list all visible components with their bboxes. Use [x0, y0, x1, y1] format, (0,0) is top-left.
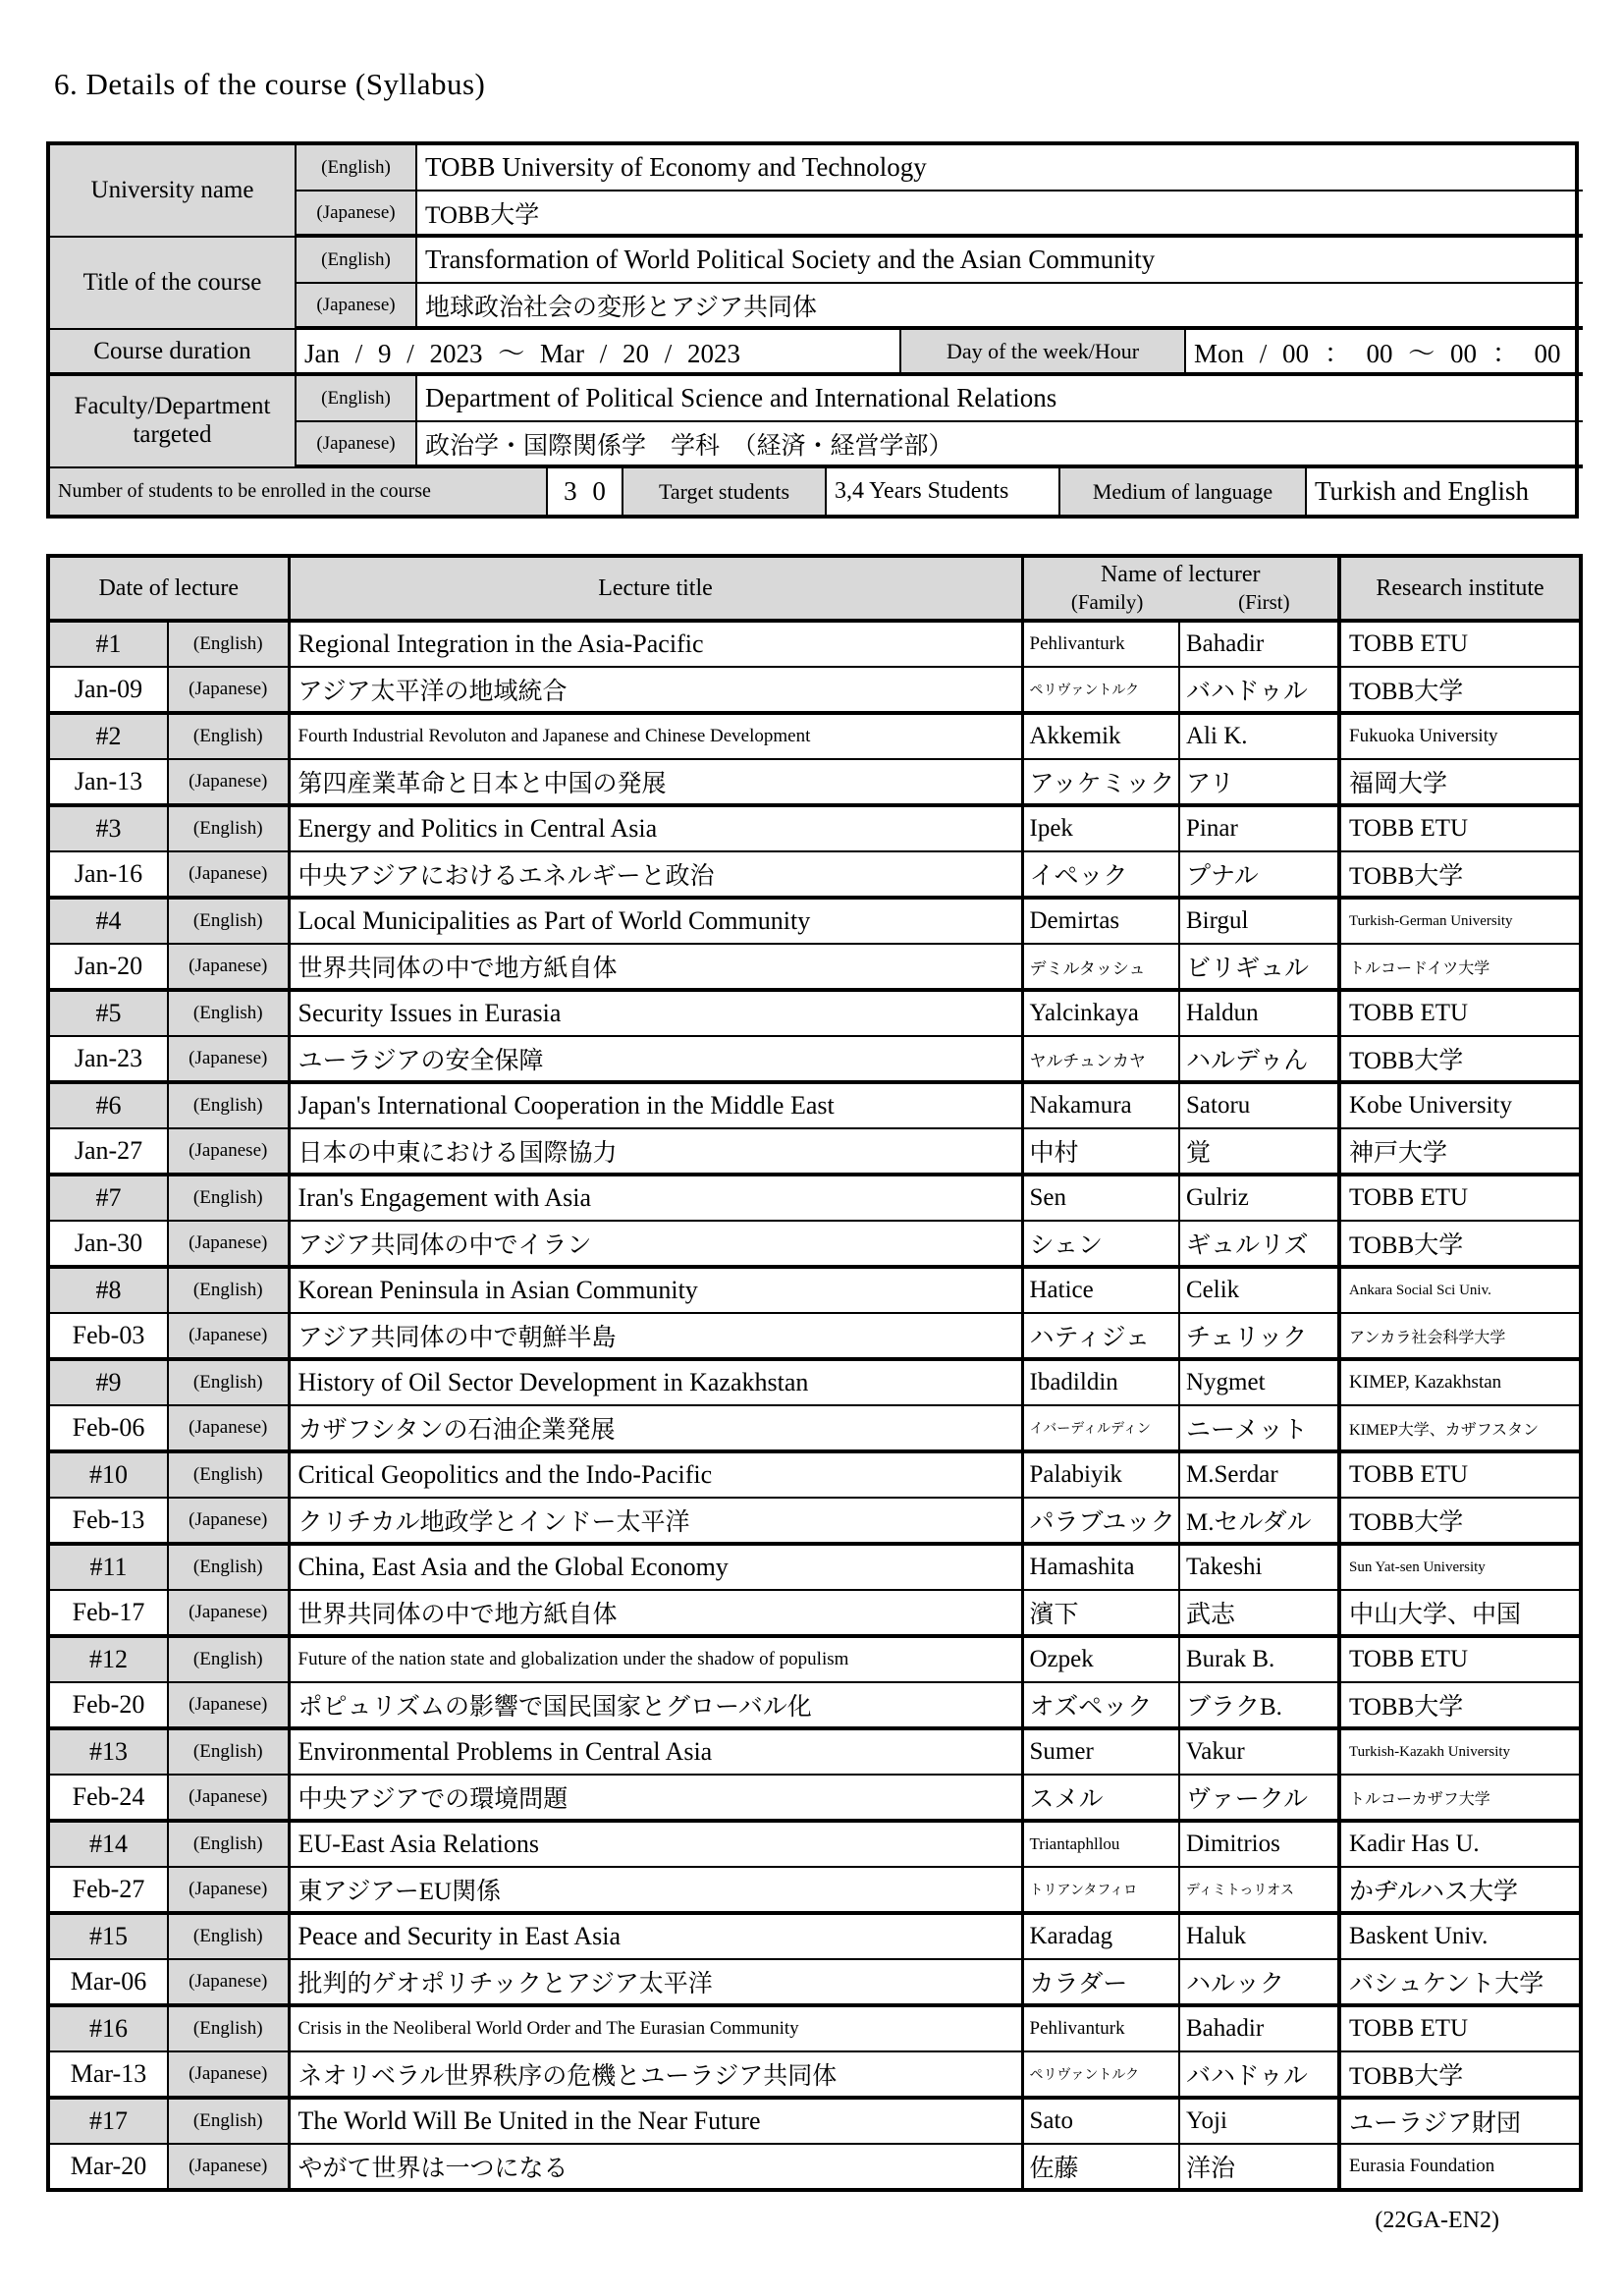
lecture-title-english: Energy and Politics in Central Asia — [289, 805, 1022, 851]
enrolled-students-value: 3 0 — [548, 468, 623, 515]
lecture-row-english — [48, 621, 1581, 667]
university-name-label: University name — [50, 145, 297, 238]
lecture-row-japanese — [48, 1128, 1581, 1175]
research-institute-japanese: TOBB大学 — [1339, 2051, 1581, 2098]
lecturer-first-name-english: Bahadir — [1179, 621, 1339, 667]
lecture-title-english: Future of the nation state and globalization under the shadow of populism — [289, 1636, 1022, 1682]
course-title-english-label: (English) — [297, 238, 417, 284]
language-label-english: (English) — [168, 713, 289, 759]
lecture-title-english: Local Municipalities as Part of World Community — [289, 898, 1022, 944]
lecture-row-english — [48, 1636, 1581, 1682]
research-institute-english: ユーラジア財団 — [1339, 2098, 1581, 2144]
lecturer-first-name-english: Birgul — [1179, 898, 1339, 944]
family-name-header: (Family) — [1070, 590, 1144, 614]
lecture-title-japanese: カザフシタンの石油企業発展 — [289, 1405, 1022, 1451]
lecture-number: #13 — [48, 1728, 168, 1775]
lecturer-family-name-japanese: 濱下 — [1022, 1590, 1179, 1636]
lecturer-first-name-japanese: ハルデゥん — [1179, 1036, 1339, 1082]
language-label-english: (English) — [168, 1359, 289, 1405]
lecture-table-header-row — [48, 556, 1581, 621]
lecture-date: Feb-20 — [48, 1682, 168, 1728]
lecture-number: #15 — [48, 1913, 168, 1959]
lecturer-first-name-japanese: M.セルダル — [1179, 1498, 1339, 1544]
language-label-english: (English) — [168, 1636, 289, 1682]
research-institute-english: TOBB ETU — [1339, 990, 1581, 1036]
lecture-row-japanese — [48, 1959, 1581, 2005]
lecture-title-japanese: アジア共同体の中でイラン — [289, 1221, 1022, 1267]
research-institute-japanese: 福岡大学 — [1339, 759, 1581, 805]
lecturer-family-name-english: Palabiyik — [1022, 1451, 1179, 1498]
medium-of-language-value: Turkish and English — [1315, 476, 1530, 506]
lecturer-family-name-english: Sen — [1022, 1175, 1179, 1221]
lecture-row-english — [48, 2098, 1581, 2144]
research-institute-japanese: TOBB大学 — [1339, 1682, 1581, 1728]
lecturer-family-name-japanese: カラダー — [1022, 1959, 1179, 2005]
lecture-number: #14 — [48, 1821, 168, 1867]
lecturer-family-name-english: Hatice — [1022, 1267, 1179, 1313]
research-institute-english: Sun Yat-sen University — [1339, 1544, 1581, 1590]
language-label-japanese: (Japanese) — [168, 1036, 289, 1082]
lecture-row-english — [48, 1821, 1581, 1867]
language-label-japanese: (Japanese) — [168, 667, 289, 713]
research-institute-japanese: トルコーカザフ大学 — [1339, 1775, 1581, 1821]
research-institute-english: Turkish-German University — [1339, 898, 1581, 944]
research-institute-english: Baskent Univ. — [1339, 1913, 1581, 1959]
lecture-number: #16 — [48, 2005, 168, 2051]
lecturer-first-name-japanese: ディミトっリオス — [1179, 1867, 1339, 1913]
lecturer-family-name-english: Ibadildin — [1022, 1359, 1179, 1405]
lecture-row-english — [48, 1359, 1581, 1405]
lecturer-first-name-english: Pinar — [1179, 805, 1339, 851]
lecturer-first-name-english: Bahadir — [1179, 2005, 1339, 2051]
lecturer-first-name-japanese: ビリギュル — [1179, 944, 1339, 990]
lecture-number: #3 — [48, 805, 168, 851]
lecture-row-japanese — [48, 2144, 1581, 2190]
lecture-title-japanese: クリチカル地政学とインドー太平洋 — [289, 1498, 1022, 1544]
lecture-date: Jan-27 — [48, 1128, 168, 1175]
lecture-title-japanese: 東アジアーEU関係 — [289, 1867, 1022, 1913]
lecture-row-english — [48, 1082, 1581, 1128]
lecturer-family-name-japanese: イペック — [1022, 851, 1179, 898]
language-label-english: (English) — [168, 2005, 289, 2051]
lecture-number: #1 — [48, 621, 168, 667]
lecture-row-english — [48, 898, 1581, 944]
lecturer-first-name-japanese: ハルック — [1179, 1959, 1339, 2005]
research-institute-japanese: KIMEP大学、カザフスタン — [1339, 1405, 1581, 1451]
lecture-row-english — [48, 1544, 1581, 1590]
lecture-row-japanese — [48, 1221, 1581, 1267]
research-institute-japanese: アンカラ社会科学大学 — [1339, 1313, 1581, 1359]
lecturer-first-name-english: Satoru — [1179, 1082, 1339, 1128]
lecturer-family-name-japanese: デミルタッシュ — [1022, 944, 1179, 990]
lecturer-family-name-english: Pehlivanturk — [1022, 2005, 1179, 2051]
lecture-number: #6 — [48, 1082, 168, 1128]
language-label-english: (English) — [168, 1544, 289, 1590]
language-label-english: (English) — [168, 898, 289, 944]
lecture-row-japanese — [48, 667, 1581, 713]
lecturer-family-name-english: Ipek — [1022, 805, 1179, 851]
lecture-row-english — [48, 805, 1581, 851]
lecturer-family-name-japanese: ペリヴァントルク — [1022, 2051, 1179, 2098]
lecturer-family-name-english: Nakamura — [1022, 1082, 1179, 1128]
research-institute-english: Kobe University — [1339, 1082, 1581, 1128]
lecture-title-japanese: 世界共同体の中で地方紙自体 — [289, 1590, 1022, 1636]
university-japanese-label: (Japanese) — [297, 191, 417, 238]
research-institute-japanese: バシュケント大学 — [1339, 1959, 1581, 2005]
lecture-title-english: Security Issues in Eurasia — [289, 990, 1022, 1036]
lecture-date: Jan-09 — [48, 667, 168, 713]
research-institute-english: TOBB ETU — [1339, 1175, 1581, 1221]
lecture-title-english: Crisis in the Neoliberal World Order and The Eurasian Community — [289, 2005, 1022, 2051]
lecture-number: #11 — [48, 1544, 168, 1590]
document-code: (22GA-EN2) — [1375, 2208, 1499, 2233]
lecture-title-english: Peace and Security in East Asia — [289, 1913, 1022, 1959]
language-label-japanese: (Japanese) — [168, 2051, 289, 2098]
research-institute-english: TOBB ETU — [1339, 1451, 1581, 1498]
lecturer-first-name-english: Haldun — [1179, 990, 1339, 1036]
lecturer-first-name-japanese: 覚 — [1179, 1128, 1339, 1175]
lecturer-family-name-english: Yalcinkaya — [1022, 990, 1179, 1036]
lecture-row-english — [48, 1267, 1581, 1313]
lecture-table-body — [48, 621, 1581, 2190]
lecturer-first-name-english: Dimitrios — [1179, 1821, 1339, 1867]
lecturer-family-name-english: Demirtas — [1022, 898, 1179, 944]
language-label-japanese: (Japanese) — [168, 759, 289, 805]
lecture-title-japanese: やがて世界は一つになる — [289, 2144, 1022, 2190]
lecturer-family-name-japanese: アッケミック — [1022, 759, 1179, 805]
faculty-english-label: (English) — [297, 376, 417, 422]
lecture-title-english: Iran's Engagement with Asia — [289, 1175, 1022, 1221]
lecture-title-english: Japan's International Cooperation in the Middle East — [289, 1082, 1022, 1128]
lecture-date: Feb-06 — [48, 1405, 168, 1451]
date-of-lecture-header: Date of lecture — [48, 556, 289, 621]
course-title-japanese: 地球政治社会の変形とアジア共同体 — [417, 284, 1583, 330]
research-institute-english: Turkish-Kazakh University — [1339, 1728, 1581, 1775]
faculty-department-label: Faculty/Department targeted — [50, 376, 297, 468]
lecture-number: #12 — [48, 1636, 168, 1682]
lecturer-family-name-english: Ozpek — [1022, 1636, 1179, 1682]
lecture-number: #5 — [48, 990, 168, 1036]
lecturer-family-name-english: Pehlivanturk — [1022, 621, 1179, 667]
lecture-number: #2 — [48, 713, 168, 759]
lecturer-family-name-japanese: シェン — [1022, 1221, 1179, 1267]
lecture-row-japanese — [48, 2051, 1581, 2098]
research-institute-english: Ankara Social Sci Univ. — [1339, 1267, 1581, 1313]
language-label-japanese: (Japanese) — [168, 2144, 289, 2190]
lecture-title-english: EU-East Asia Relations — [289, 1821, 1022, 1867]
language-label-english: (English) — [168, 2098, 289, 2144]
lecturer-family-name-english: Sato — [1022, 2098, 1179, 2144]
lecture-row-japanese — [48, 759, 1581, 805]
lecturer-first-name-japanese: ヴァークル — [1179, 1775, 1339, 1821]
lecturer-family-name-japanese: イバーディルディン — [1022, 1405, 1179, 1451]
lecture-row-english — [48, 1728, 1581, 1775]
research-institute-japanese: TOBB大学 — [1339, 1036, 1581, 1082]
language-label-japanese: (Japanese) — [168, 1867, 289, 1913]
lecturer-family-name-japanese: 中村 — [1022, 1128, 1179, 1175]
lecturer-first-name-japanese: バハドゥル — [1179, 2051, 1339, 2098]
lecturer-first-name-english: Vakur — [1179, 1728, 1339, 1775]
lecture-row-japanese — [48, 1867, 1581, 1913]
lecturer-family-name-japanese: ハティジェ — [1022, 1313, 1179, 1359]
lecture-number: #17 — [48, 2098, 168, 2144]
lecturer-family-name-japanese: 佐藤 — [1022, 2144, 1179, 2190]
day-of-week-hour-label: Day of the week/Hour — [901, 330, 1186, 376]
research-institute-japanese: 中山大学、中国 — [1339, 1590, 1581, 1636]
language-label-japanese: (Japanese) — [168, 1128, 289, 1175]
research-institute-english: Kadir Has U. — [1339, 1821, 1581, 1867]
lecture-date: Jan-20 — [48, 944, 168, 990]
lecture-row-japanese — [48, 1498, 1581, 1544]
lecture-title-japanese: アジア太平洋の地域統合 — [289, 667, 1022, 713]
lecture-date: Jan-30 — [48, 1221, 168, 1267]
faculty-japanese-label: (Japanese) — [297, 422, 417, 468]
lecture-row-japanese — [48, 851, 1581, 898]
lecturer-first-name-japanese: ギュルリズ — [1179, 1221, 1339, 1267]
day-of-week-hour-value: Mon / 00 ： 00 ～ 00 ： 00 — [1186, 330, 1583, 376]
medium-of-language-label: Medium of language — [1060, 468, 1307, 515]
language-label-english: (English) — [168, 1175, 289, 1221]
lecture-title-english: Fourth Industrial Revoluton and Japanese and Chinese Development — [289, 713, 1022, 759]
lecturer-first-name-japanese: アリ — [1179, 759, 1339, 805]
lecturer-first-name-japanese: チェリック — [1179, 1313, 1339, 1359]
lecture-title-english: Environmental Problems in Central Asia — [289, 1728, 1022, 1775]
research-institute-japanese: 神戸大学 — [1339, 1128, 1581, 1175]
language-label-english: (English) — [168, 1451, 289, 1498]
research-institute-english: TOBB ETU — [1339, 1636, 1581, 1682]
language-label-japanese: (Japanese) — [168, 1221, 289, 1267]
course-title-english: Transformation of World Political Society and the Asian Community — [417, 238, 1583, 284]
lecture-schedule-table — [46, 554, 1583, 2192]
research-institute-japanese: Eurasia Foundation — [1339, 2144, 1581, 2190]
language-label-japanese: (Japanese) — [168, 851, 289, 898]
research-institute-japanese: TOBB大学 — [1339, 1221, 1581, 1267]
lecture-row-japanese — [48, 944, 1581, 990]
lecture-row-english — [48, 2005, 1581, 2051]
target-students-label: Target students — [623, 468, 827, 515]
lecturer-first-name-english: M.Serdar — [1179, 1451, 1339, 1498]
language-label-english: (English) — [168, 1913, 289, 1959]
language-label-japanese: (Japanese) — [168, 1498, 289, 1544]
lecture-date: Feb-13 — [48, 1498, 168, 1544]
research-institute-english: Fukuoka University — [1339, 713, 1581, 759]
lecture-date: Jan-16 — [48, 851, 168, 898]
research-institute-japanese: トルコードイツ大学 — [1339, 944, 1581, 990]
lecturer-first-name-english: Ali K. — [1179, 713, 1339, 759]
lecturer-family-name-japanese: パラブユック — [1022, 1498, 1179, 1544]
university-name-english: TOBB University of Economy and Technology — [417, 145, 1583, 191]
language-label-japanese: (Japanese) — [168, 1682, 289, 1728]
lecturer-first-name-japanese: プナル — [1179, 851, 1339, 898]
lecture-date: Feb-24 — [48, 1775, 168, 1821]
lecturer-first-name-japanese: ニーメット — [1179, 1405, 1339, 1451]
research-institute-japanese: TOBB大学 — [1339, 667, 1581, 713]
lecturer-first-name-english: Gulriz — [1179, 1175, 1339, 1221]
research-institute-japanese: TOBB大学 — [1339, 851, 1581, 898]
lecturer-first-name-japanese: 武志 — [1179, 1590, 1339, 1636]
language-label-japanese: (Japanese) — [168, 1405, 289, 1451]
language-label-english: (English) — [168, 1267, 289, 1313]
lecturer-first-name-japanese: 洋治 — [1179, 2144, 1339, 2190]
course-duration-label: Course duration — [50, 330, 297, 376]
research-institute-english: KIMEP, Kazakhstan — [1339, 1359, 1581, 1405]
lecture-date: Mar-06 — [48, 1959, 168, 2005]
lecturer-first-name-english: Yoji — [1179, 2098, 1339, 2144]
language-label-japanese: (Japanese) — [168, 1590, 289, 1636]
lecturer-family-name-japanese: ヤルチュンカヤ — [1022, 1036, 1179, 1082]
lecture-row-japanese — [48, 1313, 1581, 1359]
course-duration-value: Jan / 9 / 2023 ～ Mar / 20 / 2023 — [297, 330, 901, 376]
lecturer-family-name-english: Triantaphllou — [1022, 1821, 1179, 1867]
lecture-title-english: China, East Asia and the Global Economy — [289, 1544, 1022, 1590]
lecturer-first-name-english: Nygmet — [1179, 1359, 1339, 1405]
lecture-row-english — [48, 1451, 1581, 1498]
language-label-japanese: (Japanese) — [168, 944, 289, 990]
research-institute-english: TOBB ETU — [1339, 805, 1581, 851]
lecture-title-japanese: 日本の中東における国際協力 — [289, 1128, 1022, 1175]
enrolled-students-label: Number of students to be enrolled in the course — [50, 468, 548, 515]
lecturer-first-name-english: Burak B. — [1179, 1636, 1339, 1682]
lecture-title-japanese: ネオリベラル世界秩序の危機とユーラジア共同体 — [289, 2051, 1022, 2098]
lecturer-family-name-japanese: トリアンタフィロ — [1022, 1867, 1179, 1913]
language-label-english: (English) — [168, 805, 289, 851]
lecturer-first-name-japanese: ブラクB. — [1179, 1682, 1339, 1728]
target-students-value: 3,4 Years Students — [827, 468, 1060, 515]
language-label-japanese: (Japanese) — [168, 1313, 289, 1359]
lecturer-family-name-english: Sumer — [1022, 1728, 1179, 1775]
lecture-title-english: Korean Peninsula in Asian Community — [289, 1267, 1022, 1313]
lecture-number: #8 — [48, 1267, 168, 1313]
lecturer-family-name-japanese: オズペック — [1022, 1682, 1179, 1728]
lecture-number: #4 — [48, 898, 168, 944]
research-institute-header: Research institute — [1339, 556, 1581, 621]
course-title-label: Title of the course — [50, 238, 297, 330]
page-title: 6. Details of the course (Syllabus) — [54, 67, 486, 101]
research-institute-japanese: TOBB大学 — [1339, 1498, 1581, 1544]
lecture-number: #10 — [48, 1451, 168, 1498]
lecturer-family-name-english: Karadag — [1022, 1913, 1179, 1959]
course-title-japanese-label: (Japanese) — [297, 284, 417, 330]
lecture-title-japanese: 中央アジアにおけるエネルギーと政治 — [289, 851, 1022, 898]
lecturer-family-name-japanese: スメル — [1022, 1775, 1179, 1821]
lecture-title-english: History of Oil Sector Development in Kazakhstan — [289, 1359, 1022, 1405]
language-label-japanese: (Japanese) — [168, 1959, 289, 2005]
lecture-row-japanese — [48, 1036, 1581, 1082]
lecture-title-japanese: 世界共同体の中で地方紙自体 — [289, 944, 1022, 990]
research-institute-english: TOBB ETU — [1339, 621, 1581, 667]
course-info-table — [46, 141, 1579, 519]
language-label-english: (English) — [168, 621, 289, 667]
lecture-date: Mar-20 — [48, 2144, 168, 2190]
lecturer-family-name-english: Akkemik — [1022, 713, 1179, 759]
lecturer-first-name-english: Takeshi — [1179, 1544, 1339, 1590]
lecture-date: Feb-03 — [48, 1313, 168, 1359]
first-name-header: (First) — [1238, 590, 1290, 614]
lecture-row-japanese — [48, 1682, 1581, 1728]
language-label-english: (English) — [168, 1821, 289, 1867]
lecture-title-japanese: 批判的ゲオポリチックとアジア太平洋 — [289, 1959, 1022, 2005]
lecture-row-japanese — [48, 1405, 1581, 1451]
lecture-date: Mar-13 — [48, 2051, 168, 2098]
lecture-row-english — [48, 1913, 1581, 1959]
faculty-department-japanese: 政治学・国際関係学 学科 （経済・経営学部） — [417, 422, 1583, 468]
faculty-department-english: Department of Political Science and International Relations — [417, 376, 1583, 422]
university-name-japanese: TOBB大学 — [417, 191, 1583, 238]
research-institute-japanese: かヂルハス大学 — [1339, 1867, 1581, 1913]
university-english-label: (English) — [297, 145, 417, 191]
language-label-english: (English) — [168, 1728, 289, 1775]
lecture-title-japanese: 第四産業革命と日本と中国の発展 — [289, 759, 1022, 805]
lecture-title-header: Lecture title — [289, 556, 1022, 621]
language-label-english: (English) — [168, 1082, 289, 1128]
name-of-lecturer-header — [1022, 556, 1339, 621]
lecture-date: Feb-17 — [48, 1590, 168, 1636]
lecture-date: Jan-23 — [48, 1036, 168, 1082]
language-label-japanese: (Japanese) — [168, 1775, 289, 1821]
lecture-number: #9 — [48, 1359, 168, 1405]
lecture-row-english — [48, 990, 1581, 1036]
lecture-title-japanese: ユーラジアの安全保障 — [289, 1036, 1022, 1082]
lecture-row-japanese — [48, 1775, 1581, 1821]
lecture-row-english — [48, 1175, 1581, 1221]
lecturer-family-name-japanese: ペリヴァントルク — [1022, 667, 1179, 713]
lecture-title-english: The World Will Be United in the Near Future — [289, 2098, 1022, 2144]
language-label-english: (English) — [168, 990, 289, 1036]
lecturer-first-name-japanese: バハドゥル — [1179, 667, 1339, 713]
research-institute-english: TOBB ETU — [1339, 2005, 1581, 2051]
lecture-title-japanese: 中央アジアでの環境問題 — [289, 1775, 1022, 1821]
lecture-title-english: Regional Integration in the Asia-Pacific — [289, 621, 1022, 667]
lecture-row-japanese — [48, 1590, 1581, 1636]
lecture-title-english: Critical Geopolitics and the Indo-Pacific — [289, 1451, 1022, 1498]
lecturer-first-name-english: Haluk — [1179, 1913, 1339, 1959]
lecturer-family-name-english: Hamashita — [1022, 1544, 1179, 1590]
lecture-number: #7 — [48, 1175, 168, 1221]
lecture-row-english — [48, 713, 1581, 759]
lecture-date: Feb-27 — [48, 1867, 168, 1913]
lecture-date: Jan-13 — [48, 759, 168, 805]
lecture-title-japanese: アジア共同体の中で朝鮮半島 — [289, 1313, 1022, 1359]
name-of-lecturer-label: Name of lecturer — [1100, 562, 1261, 587]
lecture-title-japanese: ポピュリズムの影響で国民国家とグローバル化 — [289, 1682, 1022, 1728]
lecturer-first-name-english: Celik — [1179, 1267, 1339, 1313]
